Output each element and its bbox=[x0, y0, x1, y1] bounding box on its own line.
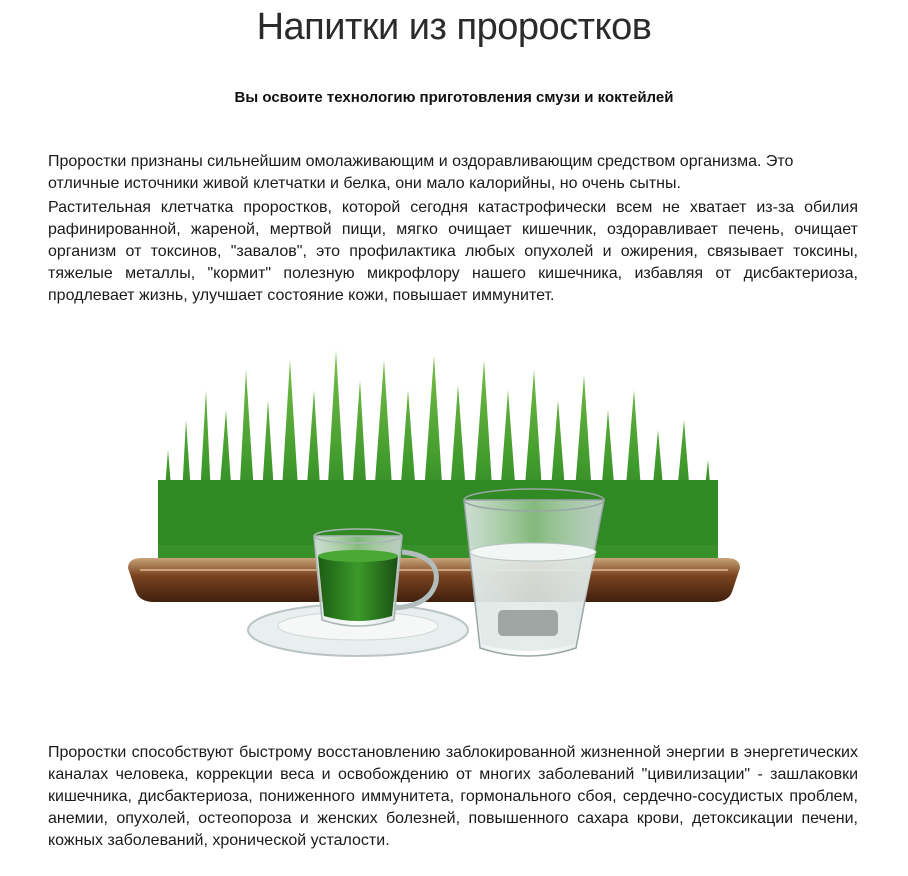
water-glass bbox=[464, 489, 604, 656]
fiber-paragraph: Растительная клетчатка проростков, которой сегодня катастрофически всем не хватает из-за обилия рафинированной, жареной, мертвой пищи, мягко очищает кишечник, оздоравливает печень, очищает организм от токсинов, "завалов", это профилактика любых опухолей и ожирения, связывает токсины, тяжелые металлы, "кормит" полезную микрофлору нашего кишечника, избавляя от дисбактериоза, продлевает жизнь, улучшает состояние кожи, повышает иммунитет. bbox=[48, 199, 858, 304]
page-subtitle: Вы освоите технологию приготовления смузи и коктейлей bbox=[234, 89, 674, 106]
wheatgrass bbox=[158, 350, 718, 580]
benefits-paragraph: Проростки способствуют быстрому восстановлению заблокированной жизненной энергии в энергетических каналах человека, коррекции веса и освобождению от многих заболеваний "цивилизации" - зашлаковки кишечника, дисбактериоза, пониженного иммунитета, гормонального сбоя, сердечно-сосудистых проблем, анемии, опухолей, остеопороза и женских болезней, повышенного сахара крови, детоксикации печени, кожных заболеваний, хронической усталости. bbox=[48, 744, 858, 849]
wheatgrass-drinks-image bbox=[118, 330, 750, 710]
intro-paragraph: Проростки признаны сильнейшим омолаживающим и оздоравливающим средством организма. Это отличные источники живой клетчатки и белка, они мало калорийны, но очень сытны. bbox=[48, 153, 794, 192]
page-title: Напитки из проростков bbox=[256, 6, 652, 48]
